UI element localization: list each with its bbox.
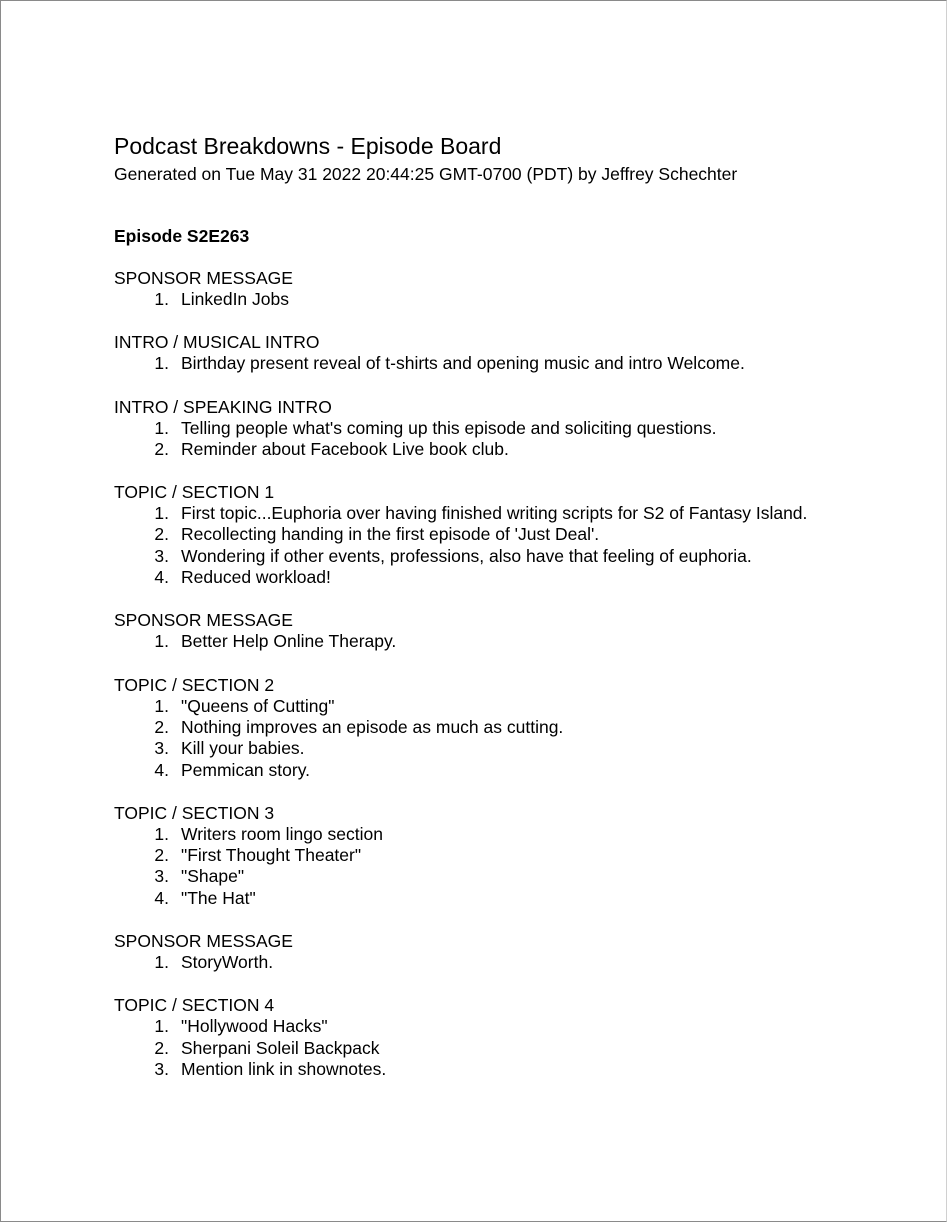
list-item-number: 1. [154, 503, 169, 524]
list-item [114, 952, 914, 973]
list-item-text: StoryWorth. [181, 952, 274, 973]
list-item-text: Sherpani Soleil Backpack [181, 1037, 380, 1058]
list-item-text: "Shape" [181, 866, 245, 887]
list-item-number: 2. [154, 438, 169, 459]
list-item-number: 3. [154, 866, 169, 887]
list-item [114, 631, 914, 652]
list-item-number: 3. [154, 1058, 169, 1079]
list-item-text: Writers room lingo section [181, 823, 383, 844]
section-block [114, 930, 914, 973]
document-subtitle: Generated on Tue May 31 2022 20:44:25 GMT-0700 (PDT) by Jeffrey Schechter [114, 164, 738, 184]
list-item-number: 2. [154, 1037, 169, 1058]
list-item-number: 1. [154, 695, 169, 716]
list-item [114, 567, 914, 588]
section-item-list [114, 952, 914, 973]
list-item-text: Reminder about Facebook Live book club. [181, 438, 509, 459]
list-item [114, 888, 914, 909]
sections-container [114, 267, 914, 1080]
list-item-number: 2. [154, 524, 169, 545]
list-item-text: Pemmican story. [181, 759, 311, 780]
list-item-text: Wondering if other events, professions, also have that feeling of euphoria. [181, 545, 752, 566]
list-item-text: Telling people what's coming up this episode and soliciting questions. [181, 417, 717, 438]
list-item-text: "The Hat" [181, 887, 256, 908]
document-title: Podcast Breakdowns - Episode Board [114, 133, 502, 159]
list-item-text: Birthday present reveal of t-shirts and opening music and intro Welcome. [181, 353, 745, 374]
list-item [114, 717, 914, 738]
document-content [114, 131, 914, 1101]
section-item-list [114, 353, 914, 374]
list-item [114, 1059, 914, 1080]
list-item [114, 696, 914, 717]
list-item [114, 439, 914, 460]
section-item-list [114, 1016, 914, 1080]
list-item-text: Better Help Online Therapy. [181, 631, 397, 652]
section-title: SPONSOR MESSAGE [114, 610, 293, 631]
section-title: TOPIC / SECTION 3 [114, 802, 275, 823]
list-item [114, 845, 914, 866]
list-item [114, 353, 914, 374]
list-item [114, 824, 914, 845]
section-item-list [114, 696, 914, 781]
section-title: INTRO / MUSICAL INTRO [114, 332, 320, 353]
list-item-text: First topic...Euphoria over having finished writing scripts for S2 of Fantasy Island. [181, 503, 808, 524]
list-item-text: Reduced workload! [181, 567, 331, 588]
list-item-number: 1. [154, 353, 169, 374]
section-title: SPONSOR MESSAGE [114, 931, 293, 952]
section-item-list [114, 631, 914, 652]
section-title: SPONSOR MESSAGE [114, 268, 293, 288]
section-block [114, 802, 914, 909]
list-item-text: "Hollywood Hacks" [181, 1016, 328, 1037]
list-item [114, 524, 914, 545]
section-item-list [114, 824, 914, 909]
list-item-number: 1. [154, 1016, 169, 1037]
list-item-text: Mention link in shownotes. [181, 1058, 387, 1079]
section-title: TOPIC / SECTION 2 [114, 674, 275, 695]
section-block [114, 674, 914, 781]
section-item-list [114, 418, 914, 461]
list-item [114, 1038, 914, 1059]
list-item-number: 4. [154, 887, 169, 908]
list-item-number: 2. [154, 716, 169, 737]
section-block [114, 396, 914, 461]
section-block [114, 331, 914, 374]
list-item [114, 418, 914, 439]
list-item-number: 3. [154, 545, 169, 566]
list-item-text: "Queens of Cutting" [181, 695, 335, 716]
section-block [114, 481, 914, 588]
section-title: TOPIC / SECTION 4 [114, 995, 275, 1016]
list-item-number: 4. [154, 759, 169, 780]
list-item-text: LinkedIn Jobs [181, 289, 289, 309]
section-block [114, 994, 914, 1080]
list-item [114, 503, 914, 524]
list-item-number: 1. [154, 952, 169, 973]
section-title: INTRO / SPEAKING INTRO [114, 396, 332, 417]
list-item [114, 866, 914, 887]
section-block [114, 609, 914, 652]
list-item [114, 738, 914, 759]
section-item-list [114, 289, 914, 310]
list-item [114, 1016, 914, 1037]
list-item-text: Kill your babies. [181, 738, 305, 759]
list-item-number: 1. [154, 823, 169, 844]
list-item-number: 1. [154, 289, 169, 309]
section-block [114, 267, 914, 310]
list-item-number: 4. [154, 567, 169, 588]
section-title: TOPIC / SECTION 1 [114, 482, 275, 503]
list-item [114, 289, 914, 310]
list-item-number: 2. [154, 845, 169, 866]
list-item-text: Recollecting handing in the first episode of 'Just Deal'. [181, 524, 600, 545]
list-item-text: Nothing improves an episode as much as cutting. [181, 716, 564, 737]
list-item-number: 1. [154, 417, 169, 438]
list-item-text: "First Thought Theater" [181, 845, 362, 866]
section-item-list [114, 503, 914, 588]
list-item-number: 3. [154, 738, 169, 759]
list-item-number: 1. [154, 631, 169, 652]
episode-heading: Episode S2E263 [114, 226, 250, 246]
list-item [114, 760, 914, 781]
list-item [114, 546, 914, 567]
